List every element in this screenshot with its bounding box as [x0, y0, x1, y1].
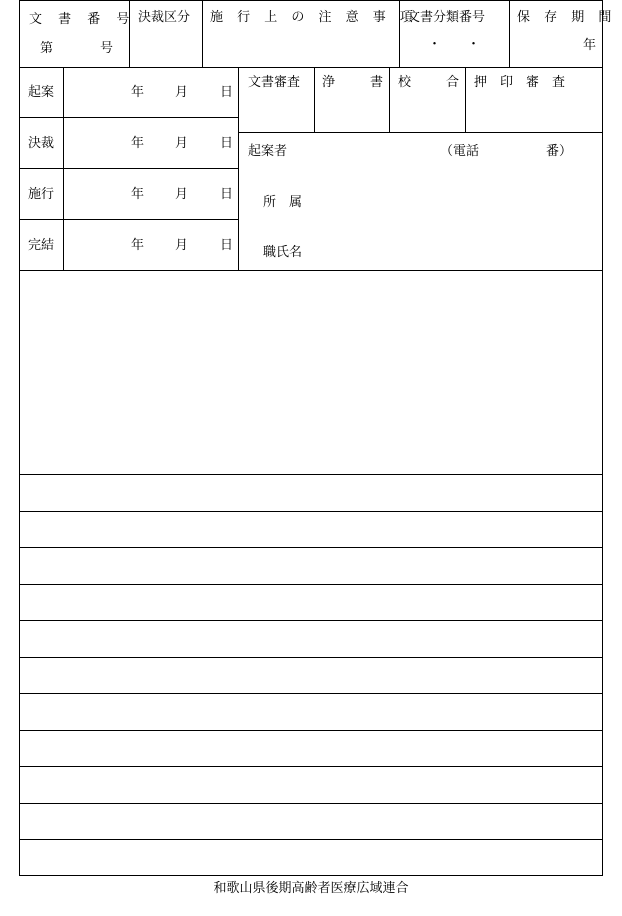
divider: [20, 584, 602, 585]
divider: [20, 168, 238, 169]
clean-copy-label: 浄: [322, 75, 336, 90]
drafter-label: 起案者: [248, 144, 288, 159]
footer-org-name: 和歌山県後期高齢者医療広域連合: [213, 881, 409, 896]
day-label: 日: [220, 238, 234, 253]
notes-label: 施 行 上 の 注 意 事 項: [210, 10, 418, 25]
divider: [509, 1, 510, 67]
date-row-label-draft: 起案: [28, 85, 55, 100]
divider: [20, 803, 602, 804]
divider: [465, 67, 466, 132]
year-label: 年: [131, 136, 145, 151]
clean-copy-label-2: 書: [370, 75, 384, 90]
day-label: 日: [220, 136, 234, 151]
day-label: 日: [220, 187, 234, 202]
divider: [20, 67, 602, 68]
divider: [20, 657, 602, 658]
retention-unit: 年: [583, 38, 597, 53]
divider: [20, 766, 602, 767]
date-row-label-enforcement: 施行: [28, 187, 55, 202]
divider: [20, 474, 602, 475]
year-label: 年: [131, 238, 145, 253]
divider: [238, 67, 239, 270]
doc-number-label: 文 書 番 号: [29, 12, 136, 27]
doc-number-suffix: 号: [100, 41, 114, 56]
proofread-label: 校: [398, 75, 412, 90]
phone-unit: 番）: [546, 144, 573, 159]
retention-label: 保 存 期 間: [517, 10, 617, 25]
month-label: 月: [175, 136, 189, 151]
seal-review-label: 押 印 審 査: [474, 75, 566, 90]
divider: [20, 117, 238, 118]
name-title-label: 職氏名: [263, 245, 303, 260]
doc-review-label: 文書審査: [248, 75, 301, 90]
classification-label: 文書分類番号: [407, 10, 486, 25]
month-label: 月: [175, 187, 189, 202]
divider: [20, 839, 602, 840]
day-label: 日: [220, 85, 234, 100]
year-label: 年: [131, 187, 145, 202]
divider: [238, 132, 602, 133]
proofread-label-2: 合: [446, 75, 460, 90]
date-row-label-decision: 決裁: [28, 136, 55, 151]
divider: [20, 219, 238, 220]
divider: [20, 693, 602, 694]
divider: [202, 1, 203, 67]
decision-category-label: 決裁区分: [138, 10, 191, 25]
divider: [20, 620, 602, 621]
month-label: 月: [175, 85, 189, 100]
classification-dots: ・ ・: [428, 37, 481, 52]
year-label: 年: [131, 85, 145, 100]
month-label: 月: [175, 238, 189, 253]
doc-number-prefix: 第: [40, 41, 54, 56]
divider: [389, 67, 390, 132]
phone-label: （電話: [440, 144, 480, 159]
divider: [20, 270, 602, 271]
divider: [129, 1, 130, 67]
divider: [20, 547, 602, 548]
document-form: [19, 0, 617, 876]
divider: [314, 67, 315, 132]
divider: [20, 511, 602, 512]
affiliation-label: 所 属: [263, 195, 303, 210]
date-row-label-completion: 完結: [28, 238, 55, 253]
divider: [20, 730, 602, 731]
